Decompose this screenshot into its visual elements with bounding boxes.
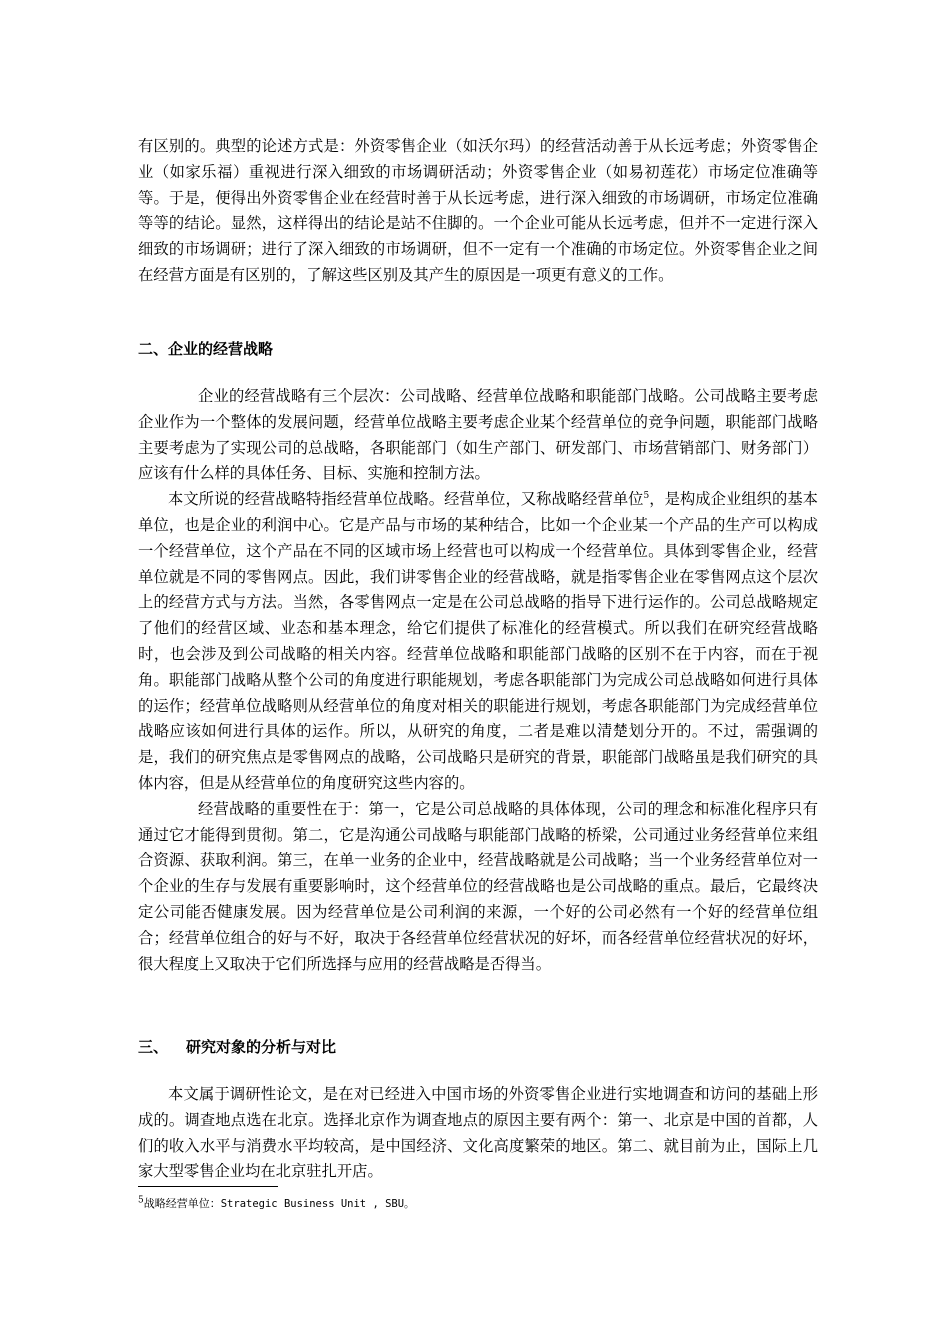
footnote-separator bbox=[138, 1186, 278, 1187]
footnote-label: 战略经营单位： bbox=[143, 1197, 221, 1210]
footnote-text: Strategic Business Unit , SBU。 bbox=[220, 1198, 415, 1210]
section-3-number: 三、 bbox=[138, 1038, 169, 1056]
footnote-reference: 5 bbox=[643, 491, 650, 502]
section-2-paragraph-2 bbox=[138, 487, 818, 797]
section-2-body bbox=[138, 384, 818, 977]
intro-paragraph-block bbox=[138, 134, 818, 289]
paragraph-2-text-start: 本文所说的经营战略特指经营单位战略。经营单位，又称战略经营单位 bbox=[168, 490, 644, 509]
section-2-paragraph-3: 经营战略的重要性在于：第一，它是公司总战略的具体体现，公司的理念和标准化程序只有通过它才能得到贯彻。第二，它是沟通公司战略与职能部门战略的桥梁，公司通过业务经营单位来组合资源、获取利润。第三，在单一业务的企业中，经营战略就是公司战略；当一个业务经营单位对一个企业的生存与发展有重要影响时，这个经营单位的经营战略也是公司战略的重点。最后，它最终决定公司能否健康发展。因为经营单位是公司利润的来源，一个好的公司必然有一个好的经营单位组合；经营单位组合的好与不好，取决于各经营单位经营状况的好坏，而各经营单位经营状况的好坏，很大程度上又取决于它们所选择与应用的经营战略是否得当。 bbox=[138, 799, 818, 973]
section-2-paragraph-1: 企业的经营战略有三个层次：公司战略、经营单位战略和职能部门战略。公司战略主要考虑企业作为一个整体的发展问题，经营单位战略主要考虑企业某个经营单位的竞争问题，职能部门战略主要考虑为了实现公司的总战略，各职能部门（如生产部门、研发部门、市场营销部门、财务部门）应该有什么样的具体任务、目标、实施和控制方法。 bbox=[138, 387, 818, 483]
footnote bbox=[138, 1196, 415, 1212]
section-3-body bbox=[138, 1082, 818, 1185]
intro-paragraph: 有区别的。典型的论述方式是：外资零售企业（如沃尔玛）的经营活动善于从长远考虑；外资零售企业（如家乐福）重视进行深入细致的市场调研活动；外资零售企业（如易初莲花）市场定位准确等等。于是，便得出外资零售企业在经营时善于从长远考虑，进行深入细致的市场调研，市场定位准确等等的结论。显然，这样得出的结论是站不住脚的。一个企业可能从长远考虑，但并不一定进行深入细致的市场调研；进行了深入细致的市场调研，但不一定有一个准确的市场定位。外资零售企业之间在经营方面是有区别的，了解这些区别及其产生的原因是一项更有意义的工作。 bbox=[138, 137, 818, 284]
footnote-mark: 5 bbox=[138, 1195, 144, 1206]
section-3-heading bbox=[138, 1036, 336, 1058]
section-2-heading: 二、企业的经营战略 bbox=[138, 340, 274, 358]
section-3-title: 研究对象的分析与对比 bbox=[186, 1038, 337, 1056]
paragraph-2-text-rest: ，是构成企业组织的基本单位，也是企业的利润中心。它是产品与市场的某种结合，比如一个企业某一个产品的生产可以构成一个经营单位，这个产品在不同的区域市场上经营也可以构成一个经营单位。具体到零售企业，经营单位就是不同的零售网点。因此，我们讲零售企业的经营战略，就是指零售企业在零售网点这个层次上的经营方式与方法。当然，各零售网点一定是在公司总战略的指导下进行运作的。公司总战略规定了他们的经营区域、业态和基本理念，给它们提供了标准化的经营模式。所以我们在研究经营战略时，也会涉及到公司战略的相关内容。经营单位战略和职能部门战略的区别不在于内容，而在于视角。职能部门战略从整个公司的角度进行职能规划，考虑各职能部门为完成公司总战略如何进行具体的运作；经营单位战略则从经营单位的角度对相关的职能进行规划，考虑各职能部门为完成经营单位战略应该如何进行具体的运作。所以，从研究的角度，二者是难以清楚划分开的。不过，需强调的是，我们的研究焦点是零售网点的战略，公司战略只是研究的背景，职能部门战略虽是我们研究的具体内容，但是从经营单位的角度研究这些内容的。 bbox=[138, 490, 818, 792]
section-3-paragraph-1: 本文属于调研性论文，是在对已经进入中国市场的外资零售企业进行实地调查和访问的基础上形成的。调查地点选在北京。选择北京作为调查地点的原因主要有两个：第一、北京是中国的首都，人们的收入水平与消费水平均较高，是中国经济、文化高度繁荣的地区。第二、就目前为止，国际上几家大型零售企业均在北京驻扎开店。 bbox=[138, 1085, 818, 1181]
